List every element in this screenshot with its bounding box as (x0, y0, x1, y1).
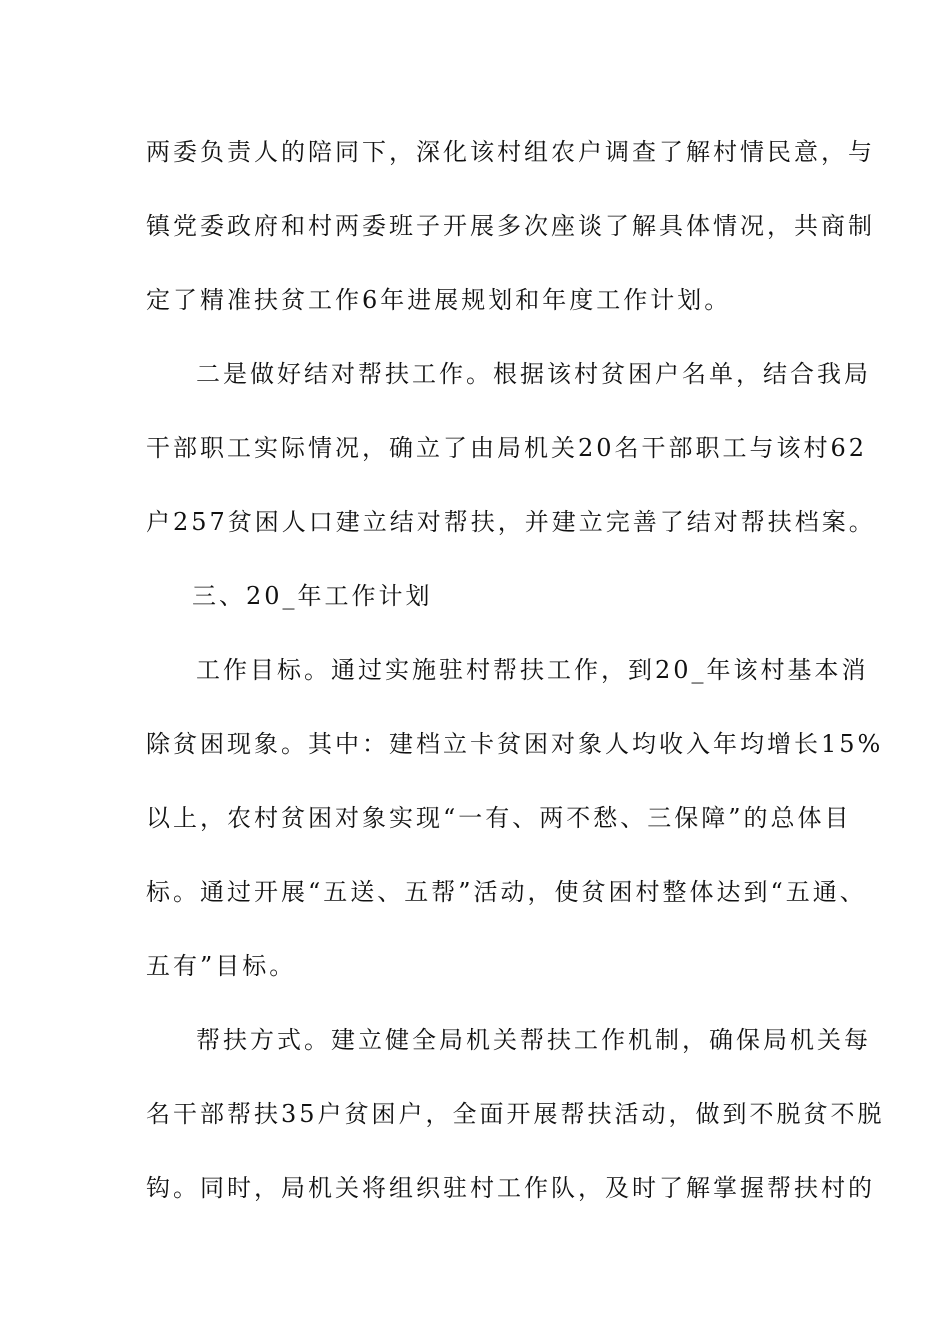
paragraph-start-line: 二是做好结对帮扶工作。根据该村贫困户名单，结合我局 (196, 360, 871, 388)
text-line: 镇党委政府和村两委班子开展多次座谈了解具体情况，共商制 (146, 212, 875, 240)
text-line: 五有”目标。 (146, 952, 297, 980)
paragraph-start-line: 帮扶方式。建立健全局机关帮扶工作机制，确保局机关每 (196, 1026, 871, 1054)
section-heading: 三、20_年工作计划 (192, 582, 433, 610)
text-line: 钩。同时，局机关将组织驻村工作队，及时了解掌握帮扶村的 (146, 1174, 875, 1202)
text-line: 以上，农村贫困对象实现“一有、两不愁、三保障”的总体目 (146, 804, 852, 832)
text-line: 定了精准扶贫工作6年进展规划和年度工作计划。 (146, 286, 732, 314)
text-line: 两委负责人的陪同下，深化该村组农户调查了解村情民意，与 (146, 138, 875, 166)
text-line: 名干部帮扶35户贫困户，全面开展帮扶活动，做到不脱贫不脱 (146, 1100, 885, 1128)
text-line: 除贫困现象。其中：建档立卡贫困对象人均收入年均增长15% (146, 730, 884, 758)
text-line: 户257贫困人口建立结对帮扶，并建立完善了结对帮扶档案。 (146, 508, 876, 536)
paragraph-start-line: 工作目标。通过实施驻村帮扶工作，到20_年该村基本消 (196, 656, 869, 684)
text-line: 干部职工实际情况，确立了由局机关20名干部职工与该村62 (146, 434, 868, 462)
text-line: 标。通过开展“五送、五帮”活动，使贫困村整体达到“五通、 (146, 878, 867, 906)
